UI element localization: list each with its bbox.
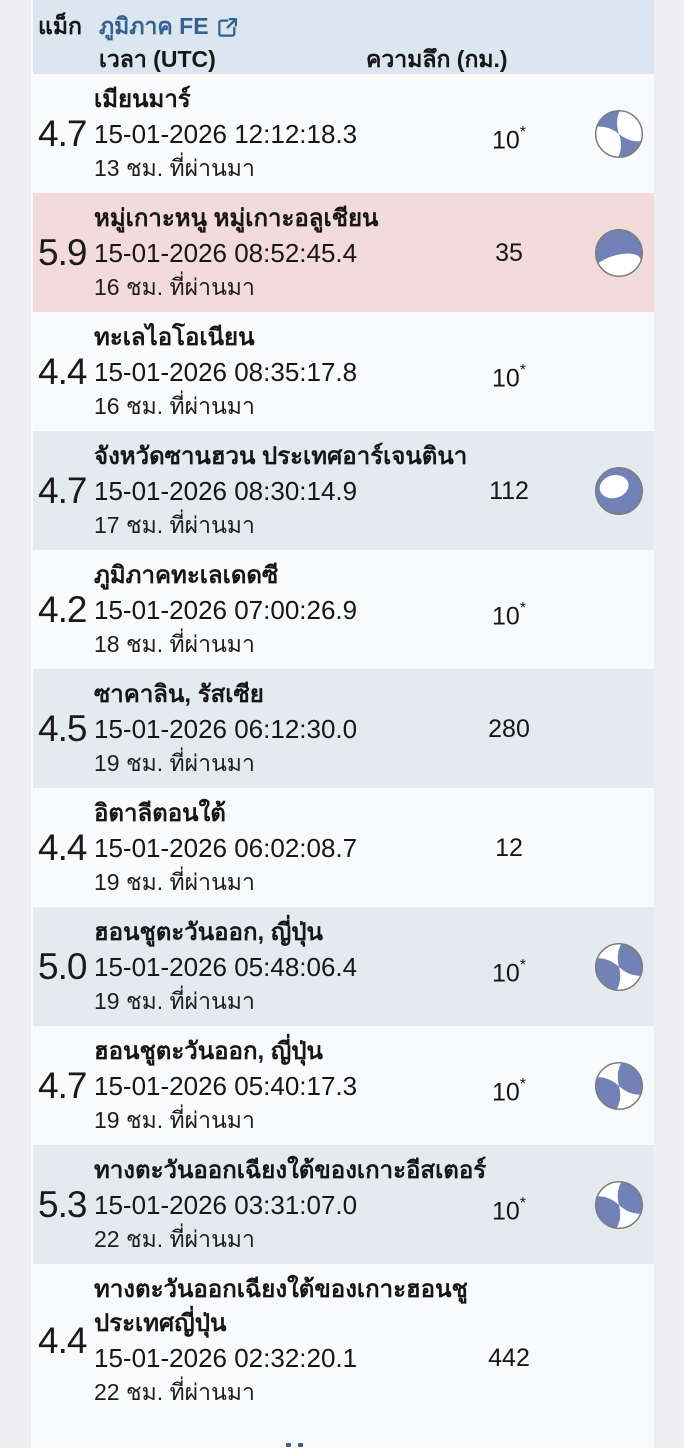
region-name: จังหวัดซานฮวน ประเทศอาร์เจนตินา xyxy=(94,443,468,470)
time-depth-line xyxy=(94,236,556,271)
strike-slip-white-quadrants-icon xyxy=(593,941,645,993)
origin-time-utc: 15-01-2026 12:12:18.3 xyxy=(94,119,358,149)
depth-uncertain-asterisk: * xyxy=(519,124,527,141)
earthquake-row[interactable] xyxy=(33,193,654,312)
time-depth-line xyxy=(94,1341,556,1376)
magnitude-column-header: แม็ก xyxy=(38,13,82,39)
depth-uncertain-asterisk: * xyxy=(519,600,527,617)
earthquake-row[interactable] xyxy=(33,74,654,193)
row-content xyxy=(94,83,556,184)
origin-time-utc: 15-01-2026 08:52:45.4 xyxy=(94,238,358,268)
earthquake-row[interactable] xyxy=(33,1145,654,1264)
time-ago: 22 ชม. ที่ผ่านมา xyxy=(94,1226,255,1252)
row-content xyxy=(94,321,556,422)
time-depth-line xyxy=(94,355,556,393)
time-ago: 19 ชม. ที่ผ่านมา xyxy=(94,750,255,776)
magnitude: 4.7 xyxy=(38,1064,87,1106)
row-content xyxy=(94,916,556,1017)
magnitude: 5.0 xyxy=(38,945,87,987)
origin-time-utc: 15-01-2026 02:32:20.1 xyxy=(94,1343,358,1373)
earthquake-row[interactable] xyxy=(33,1026,654,1145)
row-content xyxy=(94,1154,556,1255)
time-depth-line xyxy=(94,117,556,155)
region-name: ฮอนชูตะวันออก, ญี่ปุ่น xyxy=(94,1038,323,1065)
thrust-icon xyxy=(593,227,645,279)
region-fe-link[interactable] xyxy=(99,9,238,45)
strike-slip-white-quadrants-icon xyxy=(593,1179,645,1231)
region-name: ทะเลไอโอเนียน xyxy=(94,324,255,351)
time-depth-line xyxy=(94,712,556,747)
origin-time-utc: 15-01-2026 06:12:30.0 xyxy=(94,714,358,744)
region-name: ฮอนชูตะวันออก, ญี่ปุ่น xyxy=(94,919,323,946)
region-name: ทางตะวันออกเฉียงใต้ของเกาะฮอนชู ประเทศญี่ปุ่น xyxy=(94,1276,468,1337)
magnitude: 5.3 xyxy=(38,1183,87,1225)
time-ago: 17 ชม. ที่ผ่านมา xyxy=(94,512,255,538)
time-ago: 16 ชม. ที่ผ่านมา xyxy=(94,274,255,300)
depth-km: 280 xyxy=(488,715,530,743)
table-header xyxy=(33,0,654,74)
row-content xyxy=(94,1273,556,1408)
time-depth-line xyxy=(94,1069,556,1107)
time-depth-line xyxy=(94,831,556,866)
row-content xyxy=(94,1035,556,1136)
region-name: หมู่เกาะหนู หมู่เกาะอลูเชียน xyxy=(94,205,379,232)
depth-km: 10* xyxy=(491,957,527,988)
row-content xyxy=(94,559,556,660)
earthquake-row[interactable] xyxy=(33,312,654,431)
depth-column-header: ความลึก (กม.) xyxy=(366,46,508,72)
depth-km: 112 xyxy=(489,477,529,505)
depth-km: 10* xyxy=(491,1076,527,1107)
time-ago: 18 ชม. ที่ผ่านมา xyxy=(94,631,255,657)
origin-time-utc: 15-01-2026 08:30:14.9 xyxy=(94,476,358,506)
magnitude: 4.4 xyxy=(38,1319,87,1361)
origin-time-utc: 15-01-2026 07:00:26.9 xyxy=(94,595,358,625)
earthquake-row[interactable] xyxy=(33,907,654,1026)
origin-time-utc: 15-01-2026 06:02:08.7 xyxy=(94,833,358,863)
time-ago: 19 ชม. ที่ผ่านมา xyxy=(94,1107,255,1133)
depth-uncertain-asterisk: * xyxy=(519,1195,527,1212)
time-ago: 13 ชม. ที่ผ่านมา xyxy=(94,155,255,181)
time-ago: 19 ชม. ที่ผ่านมา xyxy=(94,988,255,1014)
depth-uncertain-asterisk: * xyxy=(519,362,527,379)
magnitude: 4.5 xyxy=(38,707,87,749)
region-name: เมียนมาร์ xyxy=(94,86,191,113)
earthquake-list xyxy=(33,74,654,1417)
row-content xyxy=(94,678,556,779)
time-ago: 16 ชม. ที่ผ่านมา xyxy=(94,393,255,419)
time-depth-line xyxy=(94,593,556,631)
region-name: ภูมิภาคทะเลเดดซี xyxy=(94,562,279,589)
external-link-icon xyxy=(217,17,238,38)
earthquake-row[interactable] xyxy=(33,669,654,788)
magnitude: 5.9 xyxy=(38,231,87,273)
region-name: อิตาลีตอนใต้ xyxy=(94,800,226,827)
magnitude: 4.7 xyxy=(38,112,87,154)
depth-uncertain-asterisk: * xyxy=(519,957,527,974)
time-ago: 19 ชม. ที่ผ่านมา xyxy=(94,869,255,895)
time-depth-line xyxy=(94,474,556,509)
magnitude: 4.4 xyxy=(38,350,87,392)
earthquake-table xyxy=(31,0,654,1448)
strike-slip-white-quadrants-icon xyxy=(593,1060,645,1112)
origin-time-utc: 15-01-2026 08:35:17.8 xyxy=(94,357,358,387)
earthquake-row[interactable] xyxy=(33,1264,654,1417)
depth-km: 10* xyxy=(491,362,527,393)
depth-km: 442 xyxy=(488,1344,530,1372)
depth-uncertain-asterisk: * xyxy=(519,1076,527,1093)
time-depth-line xyxy=(94,950,556,988)
row-content xyxy=(94,440,556,541)
strike-slip-blue-quadrants-icon xyxy=(593,108,645,160)
region-name: ทางตะวันออกเฉียงใต้ของเกาะอีส​เตอร์ xyxy=(94,1157,487,1184)
depth-km: 10* xyxy=(491,600,527,631)
earthquake-row[interactable] xyxy=(33,788,654,907)
origin-time-utc: 15-01-2026 05:48:06.4 xyxy=(94,952,358,982)
magnitude: 4.2 xyxy=(38,588,87,630)
region-name: ซาคาลิน, รัสเซีย xyxy=(94,681,264,708)
row-content xyxy=(94,202,556,303)
clipped-next-row-text xyxy=(286,1443,303,1447)
depth-km: 35 xyxy=(495,239,523,267)
row-content xyxy=(94,797,556,898)
origin-time-utc: 15-01-2026 05:40:17.3 xyxy=(94,1071,358,1101)
time-depth-line xyxy=(94,1188,556,1226)
time-ago: 22 ชม. ที่ผ่านมา xyxy=(94,1379,255,1405)
magnitude: 4.7 xyxy=(38,469,87,511)
earthquake-row[interactable] xyxy=(33,431,654,550)
time-column-header: เวลา (UTC) xyxy=(99,46,216,72)
depth-km: 12 xyxy=(495,834,523,862)
magnitude: 4.4 xyxy=(38,826,87,868)
normal-fault-icon xyxy=(593,465,645,517)
depth-km: 10* xyxy=(491,124,527,155)
region-fe-link-label: ภูมิภาค FE xyxy=(99,13,209,39)
depth-km: 10* xyxy=(491,1195,527,1226)
origin-time-utc: 15-01-2026 03:31:07.0 xyxy=(94,1190,358,1220)
earthquake-row[interactable] xyxy=(33,550,654,669)
